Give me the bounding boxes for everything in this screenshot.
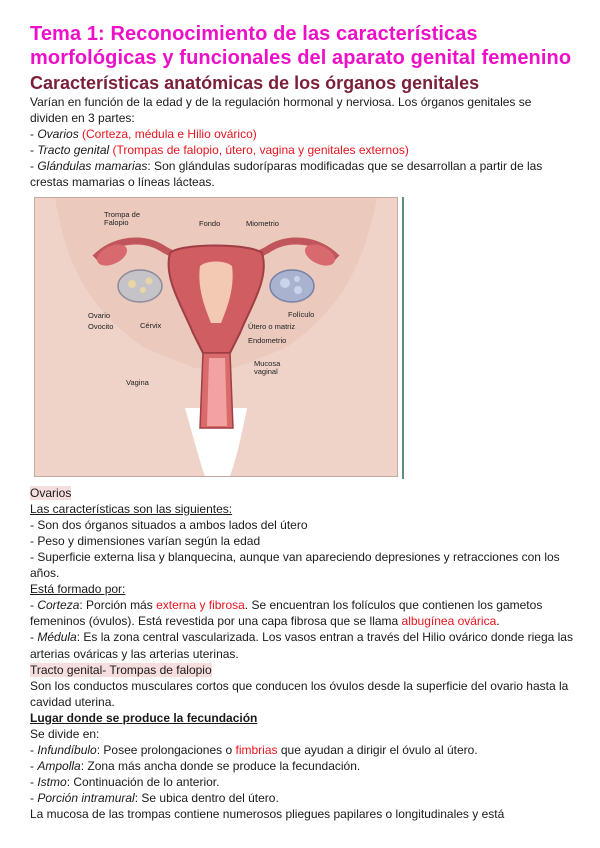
female-reproductive-diagram [35,198,397,476]
label-vagina: Vagina [126,377,149,387]
intro-line-2: dividen en 3 partes: [30,111,135,126]
tracto-last: La mucosa de las trompas contiene numerosos pliegues papilares o longitudinales y está [30,807,505,822]
tracto-desc: Son los conductos musculares cortos que conducen los óvulos desde la superficie del ovario hasta la cavidad uterina. [30,678,569,709]
tracto-heading: Tracto genital- Trompas de falopio [30,662,212,677]
label-foliculo: Folículo [288,309,315,319]
label-miometrio: Miometrio [246,218,279,228]
intro-paragraph [30,94,582,126]
anatomy-figure [34,197,400,479]
ovarios-carac-heading: Las características son las siguientes: [30,501,233,516]
ovarios-c3: - Superficie externa lisa y blanquecina, aunque van apareciendo depresiones y retracciones con los años. [30,549,560,581]
tracto-divide: Se divide en: [30,726,100,741]
ovarios-formado-heading: Está formado por: [30,582,126,597]
intro-bullet-ovarios: - Ovarios (Corteza, médula e Hilio ovárico) [30,127,257,142]
ovarios-c2: - Peso y dimensiones varían según la edad [30,533,261,548]
ovarios-corteza: - Corteza: Porción más externa y fibrosa. Se encuentran los folículos que contienen los gametos femeninos (óvulos). Está revestida por una capa fibrosa que se llama albugínea ovárica. [30,598,543,629]
ovarios-c1: - Son dos órganos situados a ambos lados del útero [30,517,308,532]
intro-line-1: Varían en función de la edad y de la regulación hormonal y nerviosa. Los órganos genitales se [30,95,532,109]
figure-edge-line [402,197,404,479]
document-page [30,22,582,823]
label-ovario: Ovario [88,310,111,320]
tracto-ampolla: - Ampolla: Zona más ancha donde se produce la fecundación. [30,759,361,774]
label-endometrio: Endometrio [248,335,287,345]
label-fondo: Fondo [199,218,221,228]
anatomy-illustration [34,197,398,477]
tracto-infundibulo: - Infundíbulo: Posee prolongaciones o fimbrias que ayudan a dirigir el óvulo al útero. [30,743,478,758]
document-title: Tema 1: Reconocimiento de las características morfológicas y funcionales del aparato genital femenino [30,23,572,69]
tracto-istmo: - Istmo: Continuación de lo anterior. [30,775,220,790]
tracto-lugar: Lugar donde se produce la fecundación [30,710,258,725]
label-trompa: Trompa de Falopio [104,209,140,227]
tracto-intramural: - Porción intramural: Se ubica dentro del útero. [30,791,279,806]
label-utero: Útero o matriz [248,321,296,331]
section-subtitle: Características anatómicas de los órganos genitales [30,73,480,93]
label-ovocito: Ovocito [88,321,114,331]
intro-bullet-tracto: - Tracto genital (Trompas de falopio, útero, vagina y genitales externos) [30,143,409,158]
ovarios-medula: - Médula: Es la zona central vascularizada. Los vasos entran a través del Hilio ovárico donde riega las arterias ováricas y las arterias uterinas. [30,630,573,661]
label-cervix: Cérvix [140,320,162,330]
intro-bullet-glandulas: - Glándulas mamarias: Son glándulas sudoríparas modificadas que se desarrollan a partir de las crestas mamarias o líneas lácteas. [30,159,543,190]
ovarios-heading: Ovarios [30,485,72,500]
label-mucosa: Mucosa vaginal [254,358,281,376]
